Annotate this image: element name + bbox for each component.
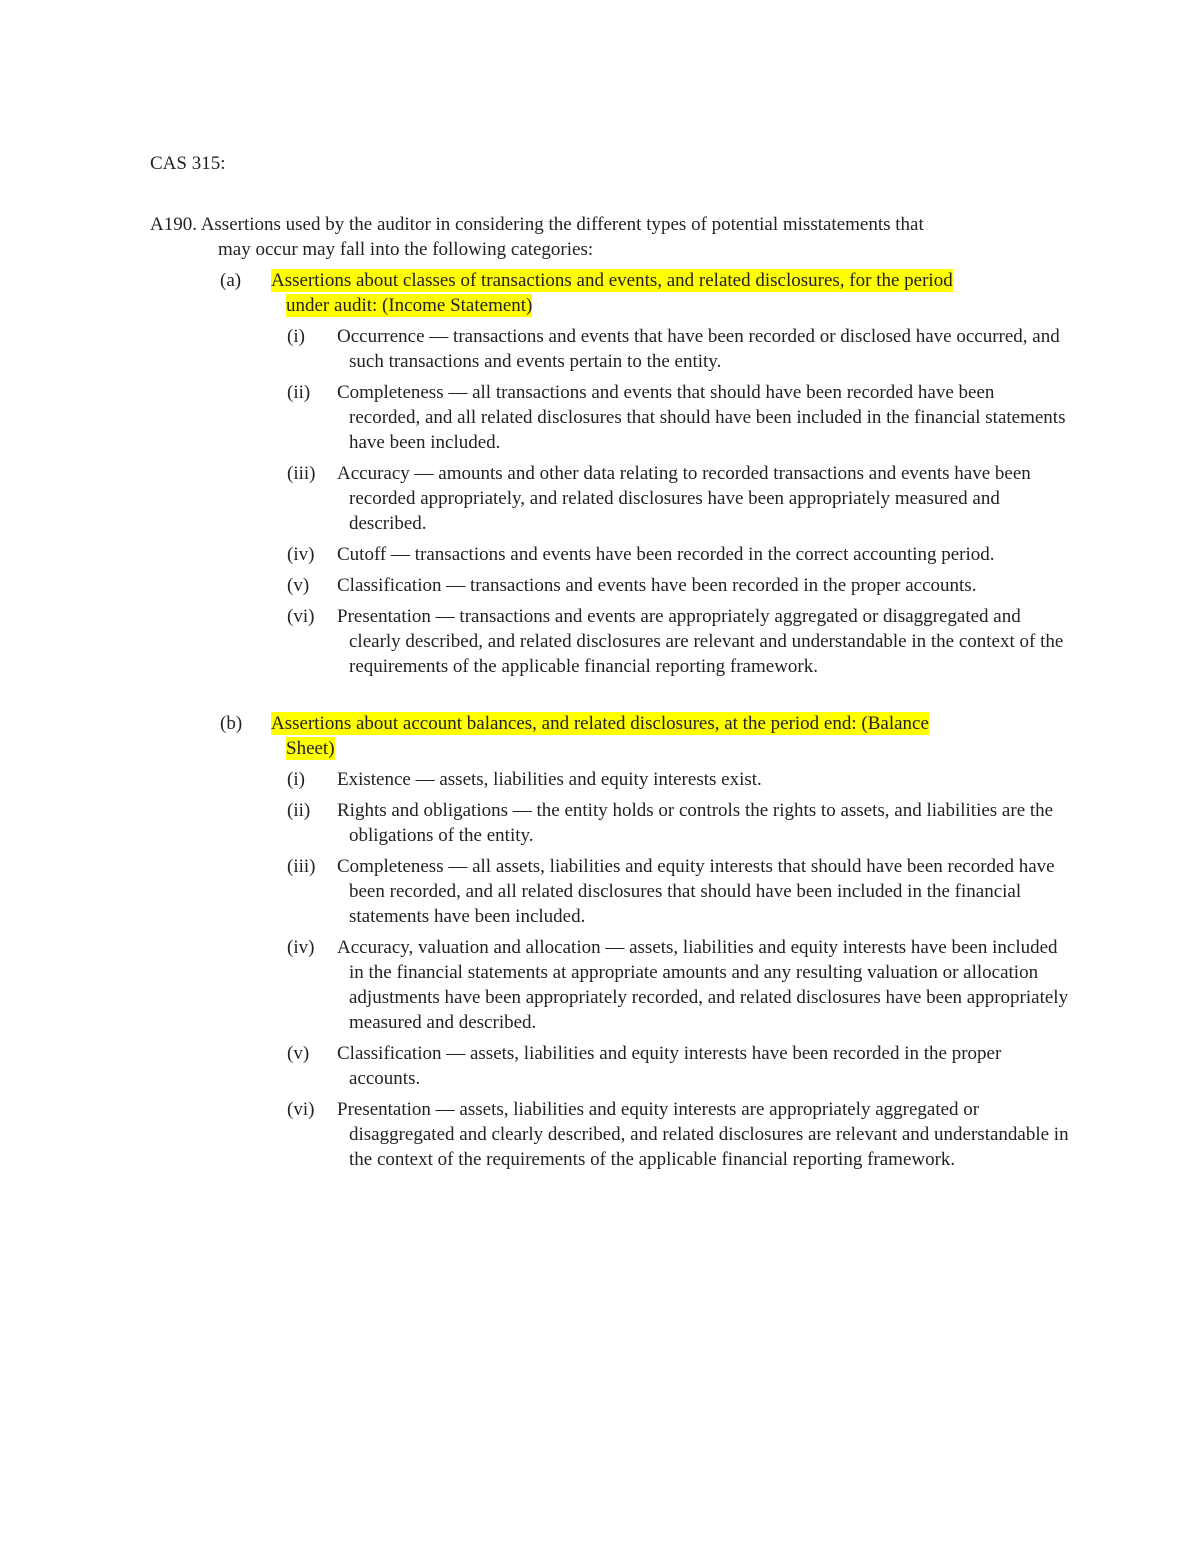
item-text: Classification — transactions and events have been recorded in the proper accounts. (337, 575, 977, 596)
section-heading (150, 268, 1070, 318)
item-number: (ii) (287, 382, 311, 403)
highlighted-heading-line-2: under audit: (Income Statement) (286, 295, 533, 316)
list-item (150, 380, 1070, 455)
item-number: (iii) (287, 856, 316, 877)
list-item (150, 573, 1070, 598)
list-item (150, 324, 1070, 374)
item-number: (vi) (287, 1099, 315, 1120)
paragraph-a190 (150, 212, 1070, 1178)
item-text: Occurrence — transactions and events that have been recorded or disclosed have occurred, and such transactions and events pertain to the entity. (337, 326, 1060, 372)
item-number: (iii) (287, 463, 316, 484)
list-item (150, 604, 1070, 679)
item-text: Accuracy — amounts and other data relating to recorded transactions and events have been recorded appropriately, and related disclosures have been appropriately measured and described. (337, 463, 1031, 534)
paragraph-number: A190. (150, 214, 197, 235)
paragraph-intro (150, 212, 1070, 262)
item-text: Presentation — transactions and events are appropriately aggregated or disaggregated and clearly described, and related disclosures are relevant and understandable in the context of the requirements of the applicable financial reporting framework. (337, 606, 1064, 677)
document-title: CAS 315: (150, 153, 226, 174)
item-number: (iv) (287, 544, 315, 565)
assertion-list (150, 767, 1070, 1172)
list-item (150, 461, 1070, 536)
assertion-list (150, 324, 1070, 679)
list-item (150, 854, 1070, 929)
item-text: Presentation — assets, liabilities and equity interests are appropriately aggregated or disaggregated and clearly described, and related disclosures are relevant and understandable in the context of the requirements of the applicable financial reporting framework. (337, 1099, 1069, 1170)
item-text: Classification — assets, liabilities and equity interests have been recorded in the proper accounts. (337, 1043, 1002, 1089)
item-text: Rights and obligations — the entity holds or controls the rights to assets, and liabilities are the obligations of the entity. (337, 800, 1054, 846)
item-number: (i) (287, 769, 305, 790)
item-number: (v) (287, 575, 310, 596)
highlighted-heading-line-1: Assertions about classes of transactions and events, and related disclosures, for the period (271, 270, 953, 291)
item-text: Cutoff — transactions and events have been recorded in the correct accounting period. (337, 544, 995, 565)
highlighted-heading-line-2: Sheet) (286, 738, 335, 759)
list-item (150, 935, 1070, 1035)
section-a (150, 268, 1070, 679)
list-item (150, 1097, 1070, 1172)
list-item (150, 1041, 1070, 1091)
list-item (150, 542, 1070, 567)
item-text: Accuracy, valuation and allocation — assets, liabilities and equity interests have been included in the financial statements at appropriate amounts and any resulting valuation or allocation adjustments have been appropriately recorded, and related disclosures have been appropriately measured and described. (337, 937, 1069, 1033)
item-text: Existence — assets, liabilities and equity interests exist. (337, 769, 762, 790)
intro-line-1: Assertions used by the auditor in considering the different types of potential misstatements that (200, 214, 924, 235)
section-heading (150, 711, 1070, 761)
item-number: (v) (287, 1043, 310, 1064)
highlighted-heading-line-1: Assertions about account balances, and related disclosures, at the period end: (Balance (271, 713, 929, 734)
intro-line-2: may occur may fall into the following categories: (218, 239, 594, 260)
item-number: (iv) (287, 937, 315, 958)
section-letter: (b) (220, 713, 243, 734)
item-number: (i) (287, 326, 305, 347)
list-item (150, 767, 1070, 792)
item-number: (ii) (287, 800, 311, 821)
item-number: (vi) (287, 606, 315, 627)
section-letter: (a) (220, 270, 242, 291)
list-item (150, 798, 1070, 848)
section-b (150, 711, 1070, 1172)
item-text: Completeness — all transactions and events that should have been recorded have been recorded, and all related disclosures that should have been included in the financial statements have been included. (337, 382, 1066, 453)
item-text: Completeness — all assets, liabilities and equity interests that should have been recorded have been recorded, and all related disclosures that should have been included in the financial statements have been included. (337, 856, 1055, 927)
